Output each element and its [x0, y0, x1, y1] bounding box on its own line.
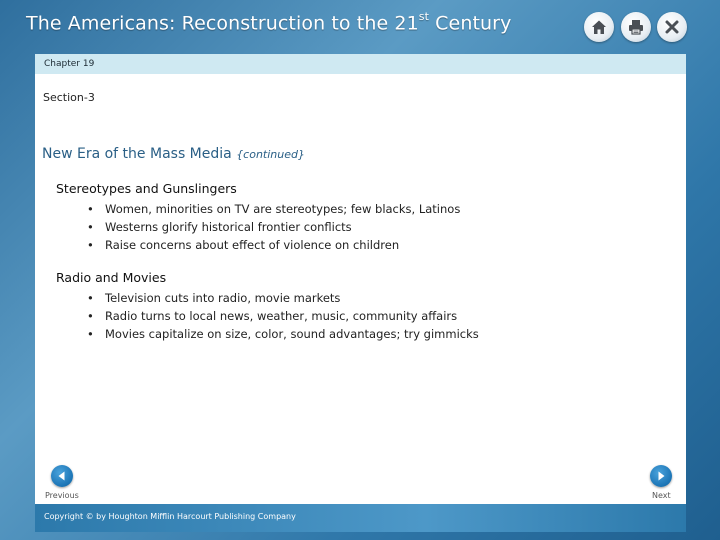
print-button[interactable]: [621, 12, 651, 42]
continued-note: {continued}: [236, 148, 305, 161]
arrow-left-icon: [56, 467, 68, 486]
bullet-list-radio-movies: [87, 289, 479, 343]
list-item: • Movies capitalize on size, color, sound advantages; try gimmicks: [87, 327, 479, 341]
section-label: Section-3: [43, 91, 95, 104]
group-heading-stereotypes: Stereotypes and Gunslingers: [56, 181, 237, 196]
slide-title: New Era of the Mass Media {continued}: [42, 146, 305, 162]
app-title: The Americans: Reconstruction to the 21st Century: [26, 10, 512, 35]
list-item: • Raise concerns about effect of violence on children: [87, 238, 400, 252]
next-label[interactable]: Next: [652, 491, 671, 500]
close-icon: [663, 18, 681, 36]
chapter-bar: [35, 54, 686, 74]
arrow-right-icon: [655, 467, 667, 486]
footer-bar: [35, 504, 686, 532]
home-icon: [590, 18, 608, 36]
previous-button[interactable]: [51, 465, 73, 487]
slide-panel: [35, 54, 686, 532]
list-item: • Westerns glorify historical frontier conflicts: [87, 220, 352, 234]
chapter-label: Chapter 19: [44, 59, 95, 69]
previous-label[interactable]: Previous: [45, 491, 79, 500]
list-item: • Television cuts into radio, movie markets: [87, 291, 341, 305]
close-button[interactable]: [657, 12, 687, 42]
bullet-list-stereotypes: [87, 200, 460, 254]
list-item: • Radio turns to local news, weather, music, community affairs: [87, 309, 458, 323]
list-item: • Women, minorities on TV are stereotypes; few blacks, Latinos: [87, 202, 461, 216]
copyright-text: Copyright © by Houghton Mifflin Harcourt Publishing Company: [44, 512, 296, 521]
next-button[interactable]: [650, 465, 672, 487]
print-icon: [627, 18, 645, 36]
home-button[interactable]: [584, 12, 614, 42]
group-heading-radio-movies: Radio and Movies: [56, 270, 167, 285]
title-bar: [0, 0, 720, 52]
